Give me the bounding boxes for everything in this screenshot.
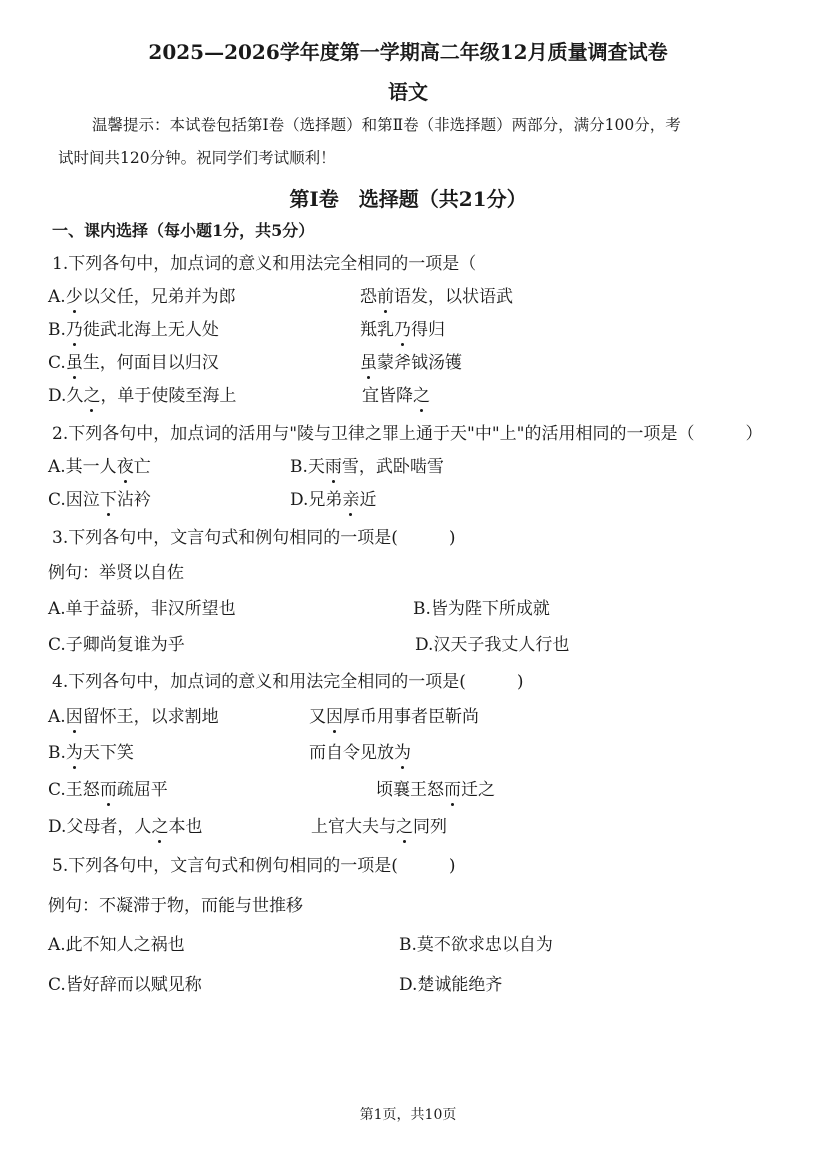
q1-option-b-left: B.乃徙武北海上无人处 (48, 320, 219, 340)
dotted-word: 因 (326, 707, 343, 727)
q1-option-a-left: A.少以父任，兄弟并为郎 (48, 287, 236, 307)
section-title: 第Ⅰ卷 选择题（共21分） (289, 187, 527, 211)
notice-line-1: 温馨提示：本试卷包括第Ⅰ卷（选择题）和第Ⅱ卷（非选择题）两部分，满分100分，考 (92, 116, 681, 134)
subject-title: 语文 (388, 80, 428, 104)
q3-stem: 3.下列各句中，文言句式和例句相同的一项是( ) (52, 528, 456, 548)
q2-option-d: D.兄弟亲近 (290, 490, 377, 510)
exam-title: 2025—2026学年度第一学期高二年级12月质量调查试卷 (148, 40, 668, 64)
dotted-word: 而 (99, 780, 117, 800)
q2-stem: 2.下列各句中，加点词的活用与"陵与卫律之罪上通于天"中"上"的活用相同的一项是（ ） (52, 424, 763, 444)
dotted-word: 为 (65, 743, 83, 763)
dotted-word: 虽 (360, 353, 377, 373)
q1-option-c-right: 虽蒙斧钺汤镬 (360, 353, 462, 373)
dotted-word: 前 (377, 287, 394, 307)
q1-option-d-right: 宜皆降之 (362, 386, 430, 406)
q3-example: 例句：举贤以自佐 (48, 563, 184, 583)
q3-option-a: A.单于益骄，非汉所望也 (48, 599, 236, 619)
q5-example: 例句：不凝滞于物，而能与世推移 (48, 896, 303, 916)
dotted-word: 之 (396, 817, 413, 837)
q4-option-a-left: A.因留怀王，以求割地 (48, 707, 219, 727)
part1-heading: 一、课内选择（每小题1分，共5分） (52, 221, 315, 240)
q4-option-c-right: 顷襄王怒而迁之 (376, 780, 495, 800)
dotted-word: 之 (151, 817, 169, 837)
dotted-word: 下 (99, 490, 117, 510)
dotted-word: 为 (394, 743, 411, 763)
q1-stem: 1.下列各句中，加点词的意义和用法完全相同的一项是（ (52, 254, 477, 274)
q1-option-b-right: 羝乳乃得归 (360, 320, 445, 340)
q4-option-c-left: C.王怒而疏屈平 (48, 780, 168, 800)
page-number: 第1页，共10页 (359, 1107, 457, 1123)
dotted-word: 雨 (324, 457, 342, 477)
q2-option-c: C.因泣下沾衿 (48, 490, 151, 510)
q4-option-b-left: B.为天下笑 (48, 743, 134, 763)
q3-option-d: D.汉天子我丈人行也 (415, 635, 570, 655)
dotted-word: 因 (65, 707, 83, 727)
q1-option-a-right: 恐前语发，以状语武 (360, 287, 513, 307)
dotted-word: 而 (444, 780, 461, 800)
q1-option-d-left: D.久之，单于使陵至海上 (48, 386, 237, 406)
dotted-word: 少 (65, 287, 83, 307)
q5-option-d: D.楚诚能绝齐 (399, 975, 503, 995)
q4-option-a-right: 又因厚币用事者臣靳尚 (309, 707, 479, 727)
dotted-word: 乃 (394, 320, 411, 340)
dotted-word: 之 (413, 386, 430, 406)
dotted-word: 夜 (116, 457, 134, 477)
q4-option-b-right: 而自令见放为 (309, 743, 411, 763)
q4-stem: 4.下列各句中，加点词的意义和用法完全相同的一项是( ) (52, 672, 524, 692)
dotted-word: 之 (83, 386, 101, 406)
q2-option-b: B.天雨雪，武卧啮雪 (290, 457, 444, 477)
q5-option-b: B.莫不欲求忠以自为 (399, 935, 553, 955)
q4-option-d-right: 上官大夫与之同列 (311, 817, 447, 837)
q3-option-c: C.子卿尚复谁为乎 (48, 635, 185, 655)
q5-option-c: C.皆好辞而以赋见称 (48, 975, 202, 995)
dotted-word: 乃 (65, 320, 83, 340)
q1-option-c-left: C.虽生，何面目以归汉 (48, 353, 219, 373)
notice-line-2: 试时间共120分钟。祝同学们考试顺利！ (58, 149, 336, 167)
q3-option-b: B.皆为陛下所成就 (413, 599, 550, 619)
q4-option-d-left: D.父母者，人之本也 (48, 817, 203, 837)
q5-option-a: A.此不知人之祸也 (48, 935, 185, 955)
dotted-word: 亲 (342, 490, 360, 510)
q5-stem: 5.下列各句中，文言句式和例句相同的一项是( ) (52, 856, 456, 876)
dotted-word: 虽 (65, 353, 83, 373)
q2-option-a: A.其一人夜亡 (48, 457, 151, 477)
